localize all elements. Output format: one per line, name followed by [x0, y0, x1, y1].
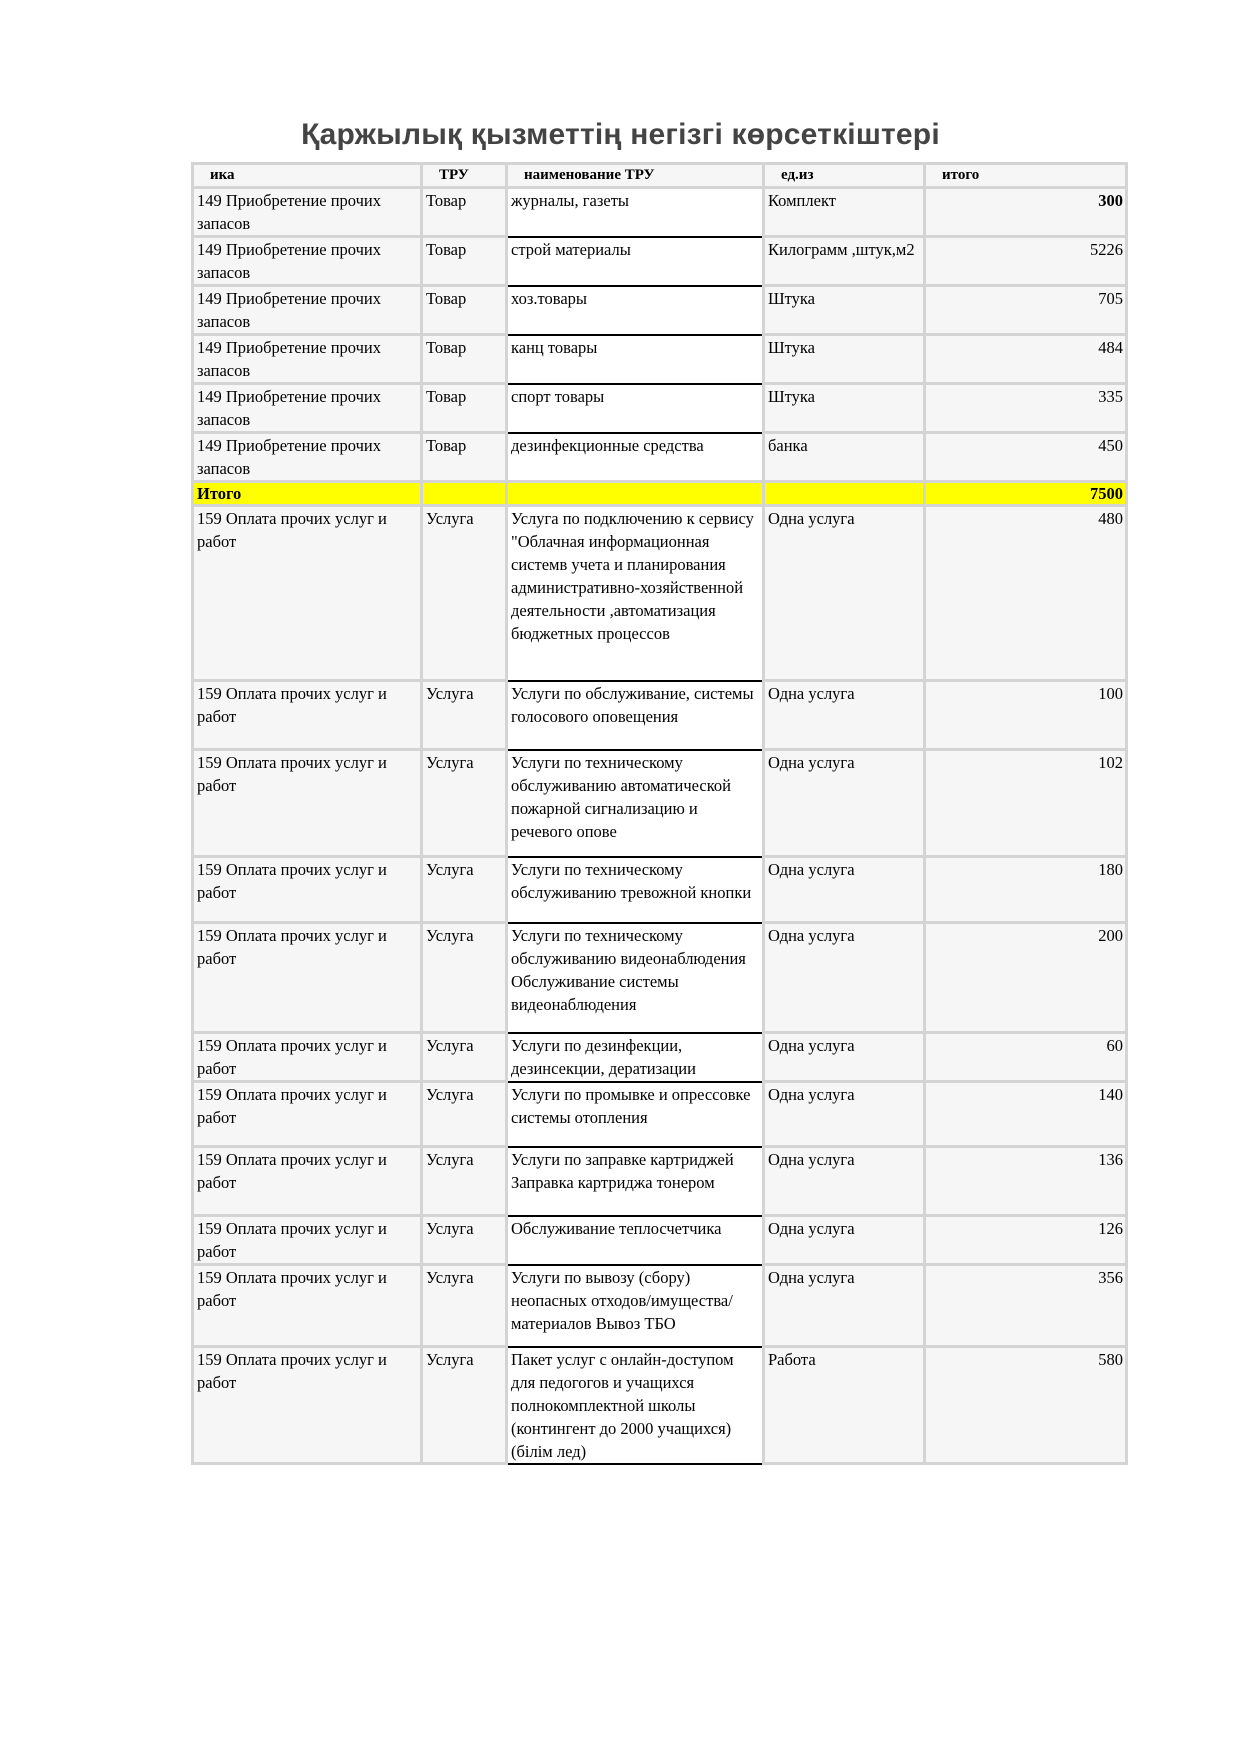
- cell-type: Товар: [422, 335, 507, 384]
- cell-spec: 159 Оплата прочих услуг и работ: [193, 506, 422, 681]
- cell-type: Услуга: [422, 1147, 507, 1216]
- cell-spec: 159 Оплата прочих услуг и работ: [193, 1347, 422, 1464]
- cell-unit: Штука: [764, 384, 925, 433]
- cell-type: Услуга: [422, 681, 507, 750]
- cell-type: Услуга: [422, 1033, 507, 1082]
- cell-type: Услуга: [422, 1347, 507, 1464]
- cell-type: Товар: [422, 433, 507, 482]
- cell-spec: 149 Приобретение прочих запасов: [193, 335, 422, 384]
- cell-type: Услуга: [422, 1082, 507, 1147]
- cell-unit: Одна услуга: [764, 857, 925, 923]
- cell-total: 450: [925, 433, 1127, 482]
- cell-unit: Комплект: [764, 188, 925, 237]
- indicators-table: [191, 162, 1128, 1465]
- table-row: [193, 1265, 1127, 1347]
- table-row: [193, 750, 1127, 857]
- cell-total: 5226: [925, 237, 1127, 286]
- cell-spec: 159 Оплата прочих услуг и работ: [193, 857, 422, 923]
- cell-unit: Штука: [764, 286, 925, 335]
- cell-unit: Одна услуга: [764, 1265, 925, 1347]
- table-row: [193, 1033, 1127, 1082]
- cell-name: Услуги по техническому обслуживанию тревожной кнопки: [507, 857, 764, 923]
- table-row: [193, 433, 1127, 482]
- cell-total: 60: [925, 1033, 1127, 1082]
- header-name: наименование ТРУ: [507, 164, 764, 188]
- cell-total: 140: [925, 1082, 1127, 1147]
- table-row: [193, 188, 1127, 237]
- cell-type: Услуга: [422, 750, 507, 857]
- table-row: [193, 1082, 1127, 1147]
- cell-name: Услуги по техническому обслуживанию автоматической пожарной сигнализацию и речевого опове: [507, 750, 764, 857]
- cell-spec: 159 Оплата прочих услуг и работ: [193, 923, 422, 1033]
- subtotal-row: [193, 482, 1127, 506]
- cell-spec: 159 Оплата прочих услуг и работ: [193, 750, 422, 857]
- table-row: [193, 506, 1127, 681]
- table-row: [193, 923, 1127, 1033]
- table-row: [193, 857, 1127, 923]
- cell-spec: 159 Оплата прочих услуг и работ: [193, 1033, 422, 1082]
- cell-type: Товар: [422, 188, 507, 237]
- cell-type: Услуга: [422, 1216, 507, 1265]
- header-type: ТРУ: [422, 164, 507, 188]
- cell-total: 300: [925, 188, 1127, 237]
- cell-name: дезинфекционные средства: [507, 433, 764, 482]
- table-row: [193, 1147, 1127, 1216]
- cell-type: Товар: [422, 237, 507, 286]
- table-row: [193, 237, 1127, 286]
- cell-name: строй материалы: [507, 237, 764, 286]
- cell-name: Услуги по техническому обслуживанию видеонаблюдения Обслуживание системы видеонаблюдения: [507, 923, 764, 1033]
- table-row: [193, 384, 1127, 433]
- cell-unit: Одна услуга: [764, 681, 925, 750]
- cell-name: Обслуживание теплосчетчика: [507, 1216, 764, 1265]
- cell-spec: 149 Приобретение прочих запасов: [193, 188, 422, 237]
- subtotal-label: Итого: [193, 482, 422, 506]
- cell-unit: Одна услуга: [764, 506, 925, 681]
- cell-spec: 149 Приобретение прочих запасов: [193, 433, 422, 482]
- cell-total: 335: [925, 384, 1127, 433]
- cell-name: Услуга по подключению к сервису "Облачная информационная системв учета и планирования административно-хозяйственной деятельности ,автоматизация бюджетных процессов: [507, 506, 764, 681]
- cell-total: 480: [925, 506, 1127, 681]
- cell-spec: 149 Приобретение прочих запасов: [193, 384, 422, 433]
- table-row: [193, 1216, 1127, 1265]
- table-row: [193, 1347, 1127, 1464]
- cell-name: Услуги по вывозу (сбору) неопасных отходов/имущества/материалов Вывоз ТБО: [507, 1265, 764, 1347]
- header-total: итого: [925, 164, 1127, 188]
- header-unit: ед.из: [764, 164, 925, 188]
- cell-unit: Одна услуга: [764, 1033, 925, 1082]
- cell-total: 126: [925, 1216, 1127, 1265]
- cell-type: Товар: [422, 384, 507, 433]
- cell-name: Услуги по заправке картриджей Заправка картриджа тонером: [507, 1147, 764, 1216]
- cell-name: спорт товары: [507, 384, 764, 433]
- cell-type: Услуга: [422, 1265, 507, 1347]
- cell-unit: Килограмм ,штук,м2: [764, 237, 925, 286]
- cell-spec: 159 Оплата прочих услуг и работ: [193, 1265, 422, 1347]
- cell-unit: Работа: [764, 1347, 925, 1464]
- cell-spec: 159 Оплата прочих услуг и работ: [193, 681, 422, 750]
- cell-unit: банка: [764, 433, 925, 482]
- cell-name: Услуги по дезинфекции, дезинсекции, дератизации: [507, 1033, 764, 1082]
- cell-type: Услуга: [422, 923, 507, 1033]
- cell-unit: Штука: [764, 335, 925, 384]
- cell-total: 180: [925, 857, 1127, 923]
- table-row: [193, 286, 1127, 335]
- cell-type: Услуга: [422, 857, 507, 923]
- cell-name: Услуги по промывке и опрессовке системы отопления: [507, 1082, 764, 1147]
- subtotal-empty: [422, 482, 507, 506]
- cell-unit: Одна услуга: [764, 1147, 925, 1216]
- cell-name: Услуги по обслуживание, системы голосового оповещения: [507, 681, 764, 750]
- cell-type: Товар: [422, 286, 507, 335]
- cell-total: 705: [925, 286, 1127, 335]
- table-row: [193, 335, 1127, 384]
- cell-spec: 159 Оплата прочих услуг и работ: [193, 1147, 422, 1216]
- cell-name: канц товары: [507, 335, 764, 384]
- cell-unit: Одна услуга: [764, 750, 925, 857]
- cell-total: 484: [925, 335, 1127, 384]
- cell-spec: 149 Приобретение прочих запасов: [193, 237, 422, 286]
- cell-total: 580: [925, 1347, 1127, 1464]
- page-title: Қаржылық қызметтің негізгі көрсеткіштері: [301, 118, 940, 151]
- subtotal-empty: [764, 482, 925, 506]
- table-row: [193, 681, 1127, 750]
- cell-total: 356: [925, 1265, 1127, 1347]
- cell-total: 100: [925, 681, 1127, 750]
- cell-name: Пакет услуг с онлайн-доступом для педогогов и учащихся полнокомплектной школы (контингент до 2000 учащихся) (білім лед): [507, 1347, 764, 1464]
- cell-unit: Одна услуга: [764, 1216, 925, 1265]
- cell-total: 200: [925, 923, 1127, 1033]
- subtotal-value: 7500: [925, 482, 1127, 506]
- cell-spec: 159 Оплата прочих услуг и работ: [193, 1082, 422, 1147]
- cell-total: 102: [925, 750, 1127, 857]
- cell-unit: Одна услуга: [764, 923, 925, 1033]
- cell-type: Услуга: [422, 506, 507, 681]
- cell-total: 136: [925, 1147, 1127, 1216]
- cell-name: хоз.товары: [507, 286, 764, 335]
- cell-spec: 159 Оплата прочих услуг и работ: [193, 1216, 422, 1265]
- table-header-row: [193, 164, 1127, 188]
- cell-name: журналы, газеты: [507, 188, 764, 237]
- cell-spec: 149 Приобретение прочих запасов: [193, 286, 422, 335]
- cell-unit: Одна услуга: [764, 1082, 925, 1147]
- subtotal-empty: [507, 482, 764, 506]
- header-spec: ика: [193, 164, 422, 188]
